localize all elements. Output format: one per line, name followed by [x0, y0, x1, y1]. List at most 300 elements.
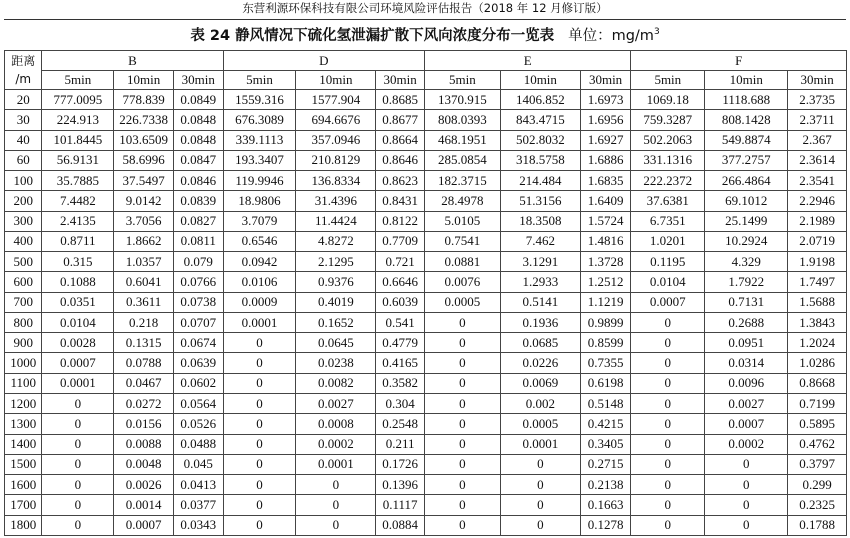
concentration-cell: 0.045 — [173, 454, 223, 474]
concentration-cell: 1.0201 — [631, 231, 705, 251]
concentration-cell: 0 — [424, 373, 500, 393]
concentration-cell: 0.218 — [114, 312, 174, 332]
concentration-cell: 0.0413 — [173, 475, 223, 495]
concentration-cell: 3.1291 — [500, 252, 580, 272]
concentration-cell: 25.1499 — [705, 211, 788, 231]
concentration-cell: 0.3582 — [376, 373, 425, 393]
concentration-cell: 0.0645 — [296, 333, 376, 353]
distance-cell: 900 — [5, 333, 42, 353]
table-row — [5, 393, 847, 413]
concentration-cell: 0 — [631, 434, 705, 454]
concentration-cell: 0 — [296, 475, 376, 495]
table-row — [5, 110, 847, 130]
concentration-cell: 0.0707 — [173, 312, 223, 332]
table-row — [5, 373, 847, 393]
concentration-cell: 0 — [500, 475, 580, 495]
unit-superscript: 3 — [653, 27, 660, 37]
concentration-cell: 549.8874 — [705, 130, 788, 150]
table-row — [5, 434, 847, 454]
concentration-cell: 0 — [42, 515, 114, 535]
concentration-cell: 0 — [500, 454, 580, 474]
table-row — [5, 312, 847, 332]
concentration-cell: 357.0946 — [296, 130, 376, 150]
concentration-cell: 3.7056 — [114, 211, 174, 231]
concentration-cell: 0 — [223, 414, 296, 434]
concentration-cell: 0 — [424, 312, 500, 332]
concentration-cell: 0.2688 — [705, 312, 788, 332]
concentration-cell: 0.0526 — [173, 414, 223, 434]
concentration-cell: 10.2924 — [705, 231, 788, 251]
concentration-cell: 285.0854 — [424, 150, 500, 170]
concentration-cell: 0.9899 — [580, 312, 631, 332]
concentration-cell: 2.4135 — [42, 211, 114, 231]
concentration-cell: 0.721 — [376, 252, 425, 272]
concentration-cell: 0.5895 — [788, 414, 847, 434]
concentration-cell: 4.329 — [705, 252, 788, 272]
concentration-cell: 0.4762 — [788, 434, 847, 454]
concentration-cell: 182.3715 — [424, 171, 500, 191]
concentration-cell: 51.3156 — [500, 191, 580, 211]
concentration-cell: 0.0942 — [223, 252, 296, 272]
concentration-cell: 0 — [42, 434, 114, 454]
concentration-cell: 1.0357 — [114, 252, 174, 272]
concentration-cell: 1.6973 — [580, 90, 631, 110]
concentration-cell: 0.6041 — [114, 272, 174, 292]
concentration-cell: 1577.904 — [296, 90, 376, 110]
table-row — [5, 150, 847, 170]
concentration-cell: 0.0028 — [42, 333, 114, 353]
concentration-cell: 1.6956 — [580, 110, 631, 130]
concentration-cell: 0 — [223, 353, 296, 373]
concentration-cell: 0 — [223, 515, 296, 535]
concentration-cell: 1.3728 — [580, 252, 631, 272]
concentration-cell: 0.211 — [376, 434, 425, 454]
concentration-cell: 1.3843 — [788, 312, 847, 332]
unit-text: 单位：mg/m — [568, 27, 654, 44]
concentration-cell: 0.0001 — [500, 434, 580, 454]
concentration-cell: 0.4165 — [376, 353, 425, 373]
distance-cell: 1300 — [5, 414, 42, 434]
concentration-cell: 0.079 — [173, 252, 223, 272]
concentration-cell: 0 — [223, 434, 296, 454]
concentration-cell: 0 — [424, 454, 500, 474]
time-header-e-30min: 30min — [580, 71, 631, 90]
concentration-cell: 0.0096 — [705, 373, 788, 393]
time-header-e-5min: 5min — [424, 71, 500, 90]
concentration-cell: 0.6198 — [580, 373, 631, 393]
table-title: 表 24 静风情况下硫化氢泄漏扩散下风向浓度分布一览表 — [190, 27, 555, 44]
class-header-b: B — [42, 51, 223, 71]
concentration-cell: 2.3541 — [788, 171, 847, 191]
concentration-cell: 808.0393 — [424, 110, 500, 130]
concentration-cell: 119.9946 — [223, 171, 296, 191]
concentration-cell: 0.0848 — [173, 130, 223, 150]
distance-cell: 1400 — [5, 434, 42, 454]
class-header-e: E — [424, 51, 630, 71]
concentration-cell: 778.839 — [114, 90, 174, 110]
concentration-cell: 0.8677 — [376, 110, 425, 130]
distance-cell: 800 — [5, 312, 42, 332]
concentration-cell: 9.0142 — [114, 191, 174, 211]
concentration-cell: 0.0007 — [631, 292, 705, 312]
concentration-cell: 1.4816 — [580, 231, 631, 251]
concentration-cell: 0.4215 — [580, 414, 631, 434]
distance-cell: 60 — [5, 150, 42, 170]
concentration-cell: 3.7079 — [223, 211, 296, 231]
distance-cell: 100 — [5, 171, 42, 191]
concentration-cell: 0.315 — [42, 252, 114, 272]
concentration-cell: 0.8664 — [376, 130, 425, 150]
concentration-cell: 2.3711 — [788, 110, 847, 130]
table-row — [5, 333, 847, 353]
concentration-cell: 0.0849 — [173, 90, 223, 110]
concentration-cell: 1406.852 — [500, 90, 580, 110]
time-header-f-10min: 10min — [705, 71, 788, 90]
concentration-cell: 0 — [296, 515, 376, 535]
distance-cell: 40 — [5, 130, 42, 150]
concentration-cell: 0.0674 — [173, 333, 223, 353]
concentration-cell: 502.8032 — [500, 130, 580, 150]
table-title-row — [0, 20, 850, 44]
table-row — [5, 211, 847, 231]
concentration-cell: 2.2946 — [788, 191, 847, 211]
concentration-cell: 0.0685 — [500, 333, 580, 353]
concentration-cell: 0.0002 — [296, 434, 376, 454]
concentration-cell: 0.0014 — [114, 495, 174, 515]
time-header-e-10min: 10min — [500, 71, 580, 90]
concentration-cell: 468.1951 — [424, 130, 500, 150]
concentration-cell: 0.0001 — [223, 312, 296, 332]
concentration-cell: 0.0848 — [173, 110, 223, 130]
concentration-cell: 0 — [223, 373, 296, 393]
concentration-cell: 0 — [631, 333, 705, 353]
document-header: 东营利源环保科技有限公司环境风险评估报告（2018 年 12 月修订版） — [4, 0, 846, 20]
concentration-cell: 0 — [42, 414, 114, 434]
concentration-cell: 0 — [631, 373, 705, 393]
concentration-cell: 0.0104 — [631, 272, 705, 292]
class-header-f: F — [631, 51, 847, 71]
distance-header-line2: /m — [15, 72, 32, 86]
concentration-cell: 0 — [705, 454, 788, 474]
concentration-cell: 0.6039 — [376, 292, 425, 312]
concentration-cell: 0.0026 — [114, 475, 174, 495]
concentration-cell: 7.462 — [500, 231, 580, 251]
concentration-cell: 266.4864 — [705, 171, 788, 191]
concentration-cell: 210.8129 — [296, 150, 376, 170]
concentration-cell: 0 — [631, 312, 705, 332]
concentration-cell: 2.367 — [788, 130, 847, 150]
concentration-cell: 0.1663 — [580, 495, 631, 515]
time-header-d-30min: 30min — [376, 71, 425, 90]
concentration-cell: 56.9131 — [42, 150, 114, 170]
concentration-cell: 0 — [705, 515, 788, 535]
time-header-d-10min: 10min — [296, 71, 376, 90]
concentration-cell: 808.1428 — [705, 110, 788, 130]
concentration-cell: 0 — [631, 495, 705, 515]
concentration-cell: 0.5141 — [500, 292, 580, 312]
concentration-cell: 0.8599 — [580, 333, 631, 353]
distance-cell: 1600 — [5, 475, 42, 495]
concentration-cell: 7.4482 — [42, 191, 114, 211]
table-row — [5, 130, 847, 150]
concentration-cell: 0 — [223, 475, 296, 495]
distance-cell: 1200 — [5, 393, 42, 413]
concentration-cell: 0 — [223, 454, 296, 474]
concentration-cell: 4.8272 — [296, 231, 376, 251]
distance-header-line1: 距离 — [11, 54, 36, 68]
concentration-cell: 0.7199 — [788, 393, 847, 413]
concentration-cell: 1.6886 — [580, 150, 631, 170]
concentration-cell: 0 — [424, 434, 500, 454]
concentration-cell: 0 — [424, 414, 500, 434]
concentration-cell: 0.3797 — [788, 454, 847, 474]
concentration-cell: 676.3089 — [223, 110, 296, 130]
concentration-cell: 0.8646 — [376, 150, 425, 170]
concentration-cell: 214.484 — [500, 171, 580, 191]
distance-cell: 700 — [5, 292, 42, 312]
table-row — [5, 292, 847, 312]
concentration-cell: 0.8122 — [376, 211, 425, 231]
table-row — [5, 231, 847, 251]
concentration-cell: 0.8685 — [376, 90, 425, 110]
concentration-cell: 377.2757 — [705, 150, 788, 170]
concentration-cell: 0.0082 — [296, 373, 376, 393]
concentration-cell: 0 — [424, 393, 500, 413]
concentration-cell: 0.0156 — [114, 414, 174, 434]
distance-cell: 1800 — [5, 515, 42, 535]
concentration-cell: 0.304 — [376, 393, 425, 413]
distance-cell: 200 — [5, 191, 42, 211]
stability-header-row — [5, 51, 847, 71]
concentration-cell: 5.0105 — [424, 211, 500, 231]
concentration-cell: 224.913 — [42, 110, 114, 130]
concentration-cell: 0.1936 — [500, 312, 580, 332]
concentration-cell: 2.0719 — [788, 231, 847, 251]
concentration-cell: 1.7497 — [788, 272, 847, 292]
concentration-cell: 1.9198 — [788, 252, 847, 272]
unit-label — [568, 28, 660, 44]
concentration-cell: 0.0104 — [42, 312, 114, 332]
concentration-cell: 136.8334 — [296, 171, 376, 191]
concentration-cell: 0.0951 — [705, 333, 788, 353]
concentration-cell: 0 — [631, 475, 705, 495]
concentration-cell: 31.4396 — [296, 191, 376, 211]
concentration-cell: 0.0766 — [173, 272, 223, 292]
table-row — [5, 252, 847, 272]
concentration-cell: 1.2512 — [580, 272, 631, 292]
concentration-cell: 0.0811 — [173, 231, 223, 251]
table-row — [5, 353, 847, 373]
concentration-cell: 0 — [42, 393, 114, 413]
concentration-cell: 0.0314 — [705, 353, 788, 373]
concentration-cell: 0.0226 — [500, 353, 580, 373]
concentration-cell: 0.1726 — [376, 454, 425, 474]
concentration-cell: 0.0343 — [173, 515, 223, 535]
table-body — [5, 90, 847, 536]
concentration-cell: 318.5758 — [500, 150, 580, 170]
distance-cell: 1100 — [5, 373, 42, 393]
concentration-cell: 1559.316 — [223, 90, 296, 110]
concentration-cell: 222.2372 — [631, 171, 705, 191]
time-header-b-5min: 5min — [42, 71, 114, 90]
table-row — [5, 90, 847, 110]
concentration-cell: 0.0027 — [296, 393, 376, 413]
concentration-cell: 0.002 — [500, 393, 580, 413]
concentration-cell: 0 — [424, 495, 500, 515]
concentration-cell: 0.0839 — [173, 191, 223, 211]
concentration-cell: 0.0881 — [424, 252, 500, 272]
concentration-cell: 0.1396 — [376, 475, 425, 495]
concentration-cell: 69.1012 — [705, 191, 788, 211]
table-row — [5, 454, 847, 474]
concentration-cell: 0.5148 — [580, 393, 631, 413]
concentration-cell: 1.5688 — [788, 292, 847, 312]
table-row — [5, 414, 847, 434]
concentration-cell: 0 — [500, 515, 580, 535]
concentration-cell: 0 — [631, 414, 705, 434]
concentration-cell: 35.7885 — [42, 171, 114, 191]
concentration-cell: 2.1295 — [296, 252, 376, 272]
concentration-cell: 18.9806 — [223, 191, 296, 211]
concentration-cell: 0.0351 — [42, 292, 114, 312]
distance-cell: 1700 — [5, 495, 42, 515]
concentration-cell: 0.8623 — [376, 171, 425, 191]
concentration-cell: 0.7709 — [376, 231, 425, 251]
concentration-cell: 103.6509 — [114, 130, 174, 150]
concentration-cell: 339.1113 — [223, 130, 296, 150]
concentration-cell: 0.0639 — [173, 353, 223, 373]
concentration-cell: 0.1788 — [788, 515, 847, 535]
concentration-cell: 18.3508 — [500, 211, 580, 231]
distance-header — [5, 51, 42, 90]
concentration-cell: 0.0564 — [173, 393, 223, 413]
concentration-cell: 1.8662 — [114, 231, 174, 251]
concentration-cell: 0.0738 — [173, 292, 223, 312]
concentration-cell: 1.6835 — [580, 171, 631, 191]
concentration-cell: 0.1195 — [631, 252, 705, 272]
concentration-cell: 759.3287 — [631, 110, 705, 130]
concentration-cell: 0 — [705, 475, 788, 495]
concentration-cell: 2.3735 — [788, 90, 847, 110]
distance-cell: 400 — [5, 231, 42, 251]
table-row — [5, 495, 847, 515]
concentration-cell: 0.0088 — [114, 434, 174, 454]
concentration-cell: 0.0007 — [114, 515, 174, 535]
concentration-cell: 0.7541 — [424, 231, 500, 251]
concentration-cell: 0.0069 — [500, 373, 580, 393]
concentration-cell: 0.0048 — [114, 454, 174, 474]
table-row — [5, 191, 847, 211]
concentration-cell: 694.6676 — [296, 110, 376, 130]
concentration-cell: 0.0238 — [296, 353, 376, 373]
concentration-cell: 6.7351 — [631, 211, 705, 231]
concentration-cell: 0 — [42, 475, 114, 495]
distance-cell: 1000 — [5, 353, 42, 373]
concentration-cell: 1.1219 — [580, 292, 631, 312]
table-row — [5, 171, 847, 191]
concentration-cell: 0.299 — [788, 475, 847, 495]
concentration-cell: 0.2138 — [580, 475, 631, 495]
concentration-cell: 0.7131 — [705, 292, 788, 312]
concentration-cell: 0.0007 — [42, 353, 114, 373]
concentration-cell: 0.2715 — [580, 454, 631, 474]
concentration-cell: 0.0272 — [114, 393, 174, 413]
concentration-cell: 2.1989 — [788, 211, 847, 231]
table-row — [5, 272, 847, 292]
time-header-row — [5, 71, 847, 90]
concentration-cell: 0.0488 — [173, 434, 223, 454]
concentration-cell: 0.6646 — [376, 272, 425, 292]
concentration-cell: 0.0005 — [424, 292, 500, 312]
concentration-cell: 0.541 — [376, 312, 425, 332]
concentration-cell: 1.6927 — [580, 130, 631, 150]
concentration-cell: 0 — [705, 495, 788, 515]
concentration-cell: 0.2325 — [788, 495, 847, 515]
concentration-cell: 0 — [631, 393, 705, 413]
concentration-cell: 37.6381 — [631, 191, 705, 211]
concentration-cell: 0.3611 — [114, 292, 174, 312]
concentration-cell: 0.0106 — [223, 272, 296, 292]
time-header-b-30min: 30min — [173, 71, 223, 90]
concentration-cell: 0 — [223, 393, 296, 413]
concentration-cell: 0.4019 — [296, 292, 376, 312]
concentration-cell: 0.0467 — [114, 373, 174, 393]
concentration-cell: 193.3407 — [223, 150, 296, 170]
concentration-cell: 1370.915 — [424, 90, 500, 110]
concentration-cell: 0.3405 — [580, 434, 631, 454]
concentration-cell: 0 — [631, 454, 705, 474]
concentration-cell: 1.2024 — [788, 333, 847, 353]
time-header-b-10min: 10min — [114, 71, 174, 90]
concentration-cell: 28.4978 — [424, 191, 500, 211]
concentration-cell: 1118.688 — [705, 90, 788, 110]
concentration-cell: 0 — [424, 475, 500, 495]
concentration-cell: 0.0007 — [705, 414, 788, 434]
concentration-cell: 0 — [424, 353, 500, 373]
concentration-cell: 0 — [42, 495, 114, 515]
concentration-cell: 331.1316 — [631, 150, 705, 170]
concentration-cell: 0 — [424, 515, 500, 535]
distance-cell: 500 — [5, 252, 42, 272]
concentration-cell: 0.1652 — [296, 312, 376, 332]
concentration-cell: 0.0009 — [223, 292, 296, 312]
concentration-cell: 1.6409 — [580, 191, 631, 211]
concentration-cell: 1.7922 — [705, 272, 788, 292]
concentration-cell: 777.0095 — [42, 90, 114, 110]
distance-cell: 20 — [5, 90, 42, 110]
concentration-cell: 0.2548 — [376, 414, 425, 434]
concentration-cell: 0.0847 — [173, 150, 223, 170]
concentration-cell: 0.0377 — [173, 495, 223, 515]
concentration-cell: 11.4424 — [296, 211, 376, 231]
concentration-cell: 1.2933 — [500, 272, 580, 292]
distance-cell: 30 — [5, 110, 42, 130]
concentration-cell: 0.6546 — [223, 231, 296, 251]
concentration-cell: 0.0027 — [705, 393, 788, 413]
distance-cell: 1500 — [5, 454, 42, 474]
concentration-cell: 0 — [223, 333, 296, 353]
concentration-cell: 0.0827 — [173, 211, 223, 231]
concentration-cell: 0.0001 — [42, 373, 114, 393]
concentration-cell: 0 — [424, 333, 500, 353]
concentration-cell: 0.1117 — [376, 495, 425, 515]
concentration-cell: 0.1088 — [42, 272, 114, 292]
concentration-cell: 0.8711 — [42, 231, 114, 251]
concentration-cell: 2.3614 — [788, 150, 847, 170]
concentration-cell: 0 — [500, 495, 580, 515]
concentration-cell: 37.5497 — [114, 171, 174, 191]
concentration-table — [4, 50, 847, 536]
